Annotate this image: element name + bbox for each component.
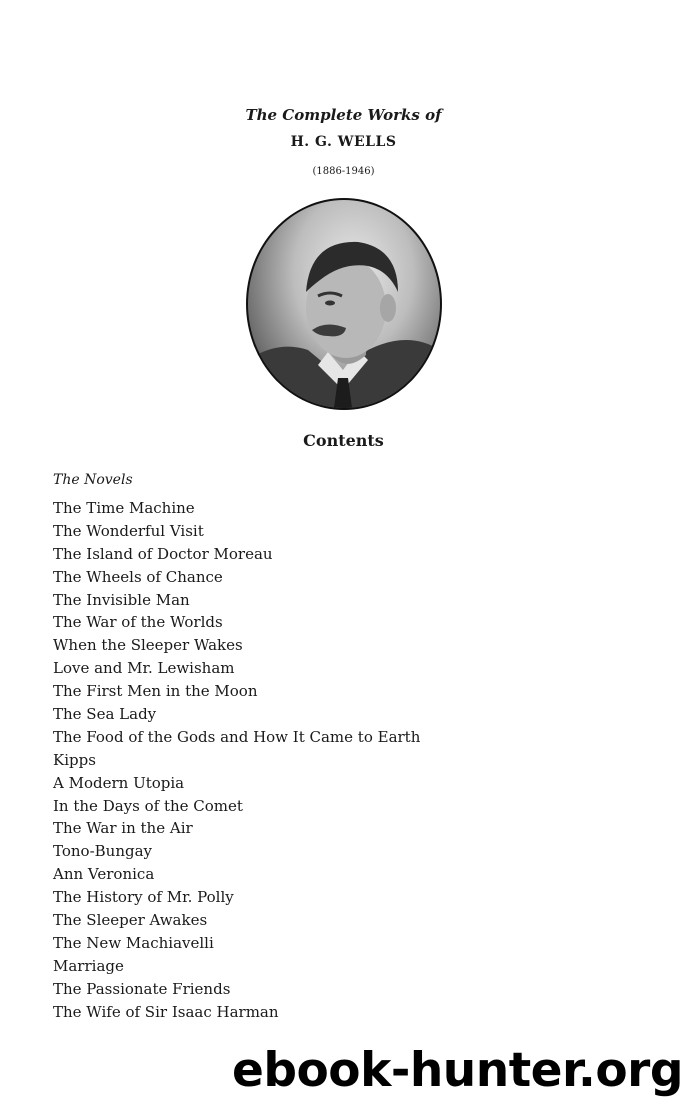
toc-item[interactable]: Kipps — [53, 750, 96, 769]
toc-item[interactable]: The Sleeper Awakes — [53, 911, 208, 930]
toc-item[interactable]: The New Machiavelli — [53, 933, 214, 952]
toc-item[interactable]: The Food of the Gods and How It Came to Earth — [53, 727, 421, 746]
portrait-illustration — [248, 200, 440, 408]
table-of-contents — [53, 497, 420, 1023]
contents-heading: Contents — [303, 431, 384, 450]
toc-item[interactable]: In the Days of the Comet — [53, 796, 243, 815]
series-title: The Complete Works of — [245, 106, 442, 124]
toc-item[interactable]: Love and Mr. Lewisham — [53, 659, 235, 678]
toc-item[interactable]: The Island of Doctor Moreau — [53, 544, 273, 563]
author-years: (1886-1946) — [312, 166, 375, 177]
toc-item[interactable]: The History of Mr. Polly — [53, 888, 234, 907]
watermark: ebook-hunter.org — [231, 1043, 683, 1098]
toc-item[interactable]: The Wheels of Chance — [53, 567, 223, 586]
section-label-novels: The Novels — [53, 472, 133, 488]
toc-item[interactable]: The Passionate Friends — [53, 979, 231, 998]
toc-item[interactable]: The Time Machine — [53, 499, 195, 517]
toc-item[interactable]: The First Men in the Moon — [53, 682, 258, 701]
toc-item[interactable]: The Wonderful Visit — [53, 521, 204, 540]
toc-item[interactable]: A Modern Utopia — [53, 773, 185, 792]
toc-item[interactable]: When the Sleeper Wakes — [53, 636, 243, 655]
toc-item[interactable]: The Sea Lady — [53, 705, 157, 724]
author-name: H. G. WELLS — [290, 134, 397, 150]
toc-item[interactable]: Ann Veronica — [53, 865, 155, 884]
toc-item[interactable]: Tono-Bungay — [53, 842, 152, 861]
toc-item[interactable]: The War of the Worlds — [53, 613, 223, 632]
toc-item[interactable]: The War in the Air — [53, 819, 193, 838]
toc-item[interactable]: The Wife of Sir Isaac Harman — [53, 1002, 279, 1021]
author-portrait — [246, 198, 442, 410]
toc-item[interactable]: The Invisible Man — [53, 590, 190, 609]
toc-item[interactable]: Marriage — [53, 956, 124, 975]
